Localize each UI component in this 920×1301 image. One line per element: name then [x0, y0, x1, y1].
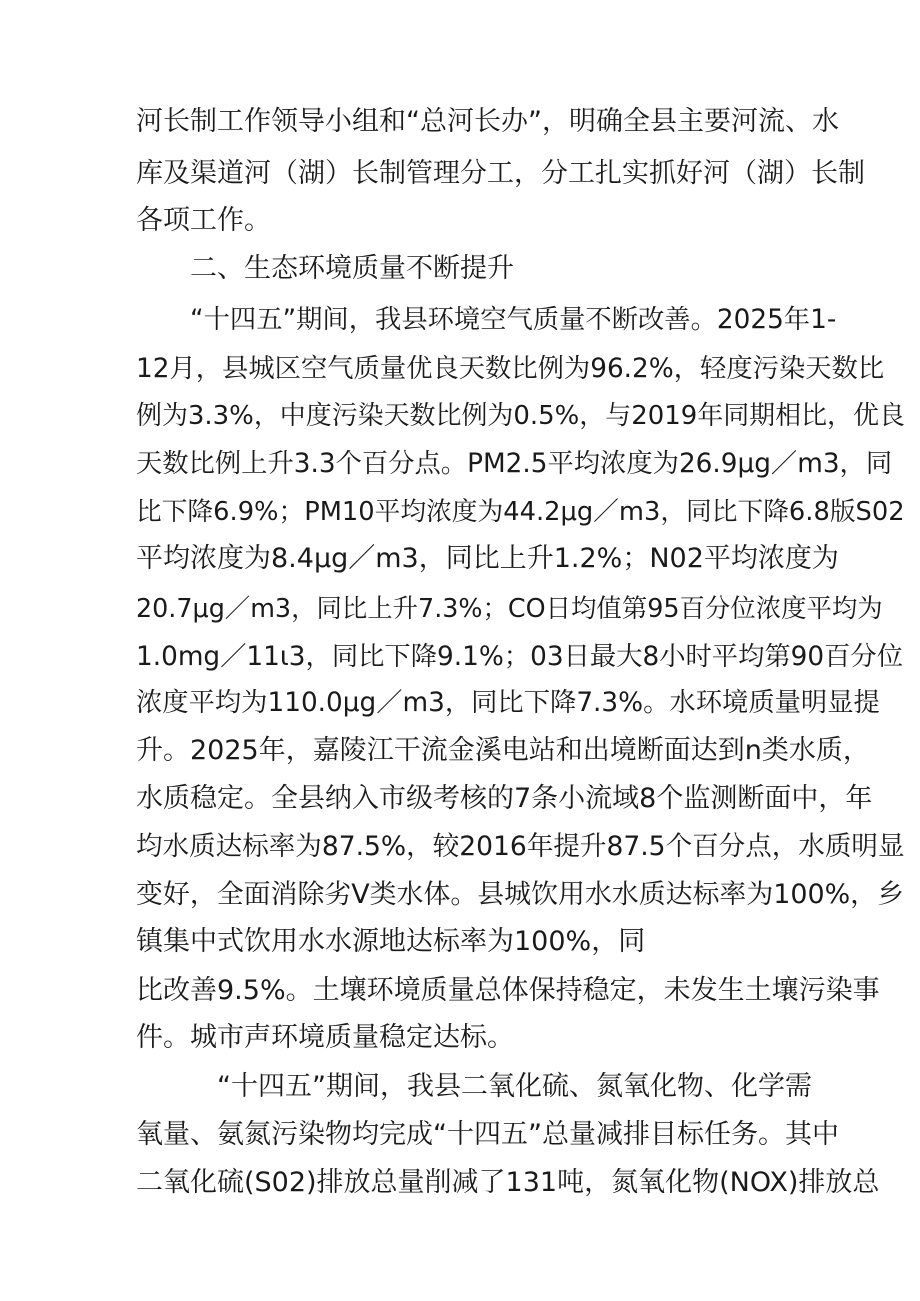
text-line-23: 二氧化硫(S02)排放总量削减了131吨，氮氧化物(NOX)排放总 — [136, 1167, 880, 1198]
text-line-1: 河长制工作领导小组和“总河长办”，明确全县主要河流、水 — [136, 106, 839, 137]
text-line-12: 1.0mg／11ι3，同比下降9.1%；03日最大8小时平均第90百分位 — [136, 642, 904, 672]
text-line-17: 变好，全面消除劣V类水体。县城饮用水水质达标率为100%，乡 — [136, 879, 904, 910]
text-line-18: 镇集中式饮用水水源地达标率为100%，同 — [136, 926, 646, 957]
text-line-11: 20.7μg／m3，同比上升7.3%；CO日均值第95百分位浓度平均为 — [136, 593, 883, 623]
text-line-3: 各项工作。 — [136, 205, 271, 236]
text-line-13: 浓度平均为110.0μg／m3，同比下降7.3%。水环境质量明显提 — [136, 688, 880, 718]
text-line-9: 比下降6.9%；PM10平均浓度为44.2μg／m3，同比下降6.8版S02 — [136, 497, 905, 527]
text-line-7: 例为3.3%，中度污染天数比例为0.5%，与2019年同期相比，优良 — [136, 401, 905, 431]
text-line-15: 水质稳定。全县纳入市级考核的7条小流域8个监测断面中，年 — [136, 783, 873, 814]
text-line-6: 12月，县城区空气质量优良天数比例为96.2%，轻度污染天数比 — [136, 354, 885, 384]
text-line-8: 天数比例上升3.3个百分点。PM2.5平均浓度为26.9μg／m3，同 — [136, 449, 893, 479]
text-line-20: 件。城市声环境质量稳定达标。 — [136, 1022, 514, 1053]
text-line-14: 升。2025年，嘉陵江干流金溪电站和出境断面达到n类水质， — [136, 735, 870, 766]
text-line-16: 均水质达标率为87.5%，较2016年提升87.5个百分点，水质明显 — [136, 831, 905, 862]
text-line-10: 平均浓度为8.4μg／m3，同比上升1.2%；N02平均浓度为 — [136, 543, 839, 574]
section-heading: 二、生态环境质量不断提升 — [190, 253, 514, 284]
text-line-5: “十四五”期间，我县环境空气质量不断改善。2025年1- — [190, 305, 837, 335]
text-line-2: 库及渠道河（湖）长制管理分工，分工扎实抓好河（湖）长制 — [136, 158, 865, 189]
text-line-22: 氧量、氨氮污染物均完成“十四五”总量减排目标任务。其中 — [136, 1119, 839, 1150]
text-line-21: “十四五”期间，我县二氧化硫、氮氧化物、化学需 — [217, 1071, 812, 1102]
text-line-19: 比改善9.5%。土壤环境质量总体保持稳定，未发生土壤污染事 — [136, 975, 880, 1006]
